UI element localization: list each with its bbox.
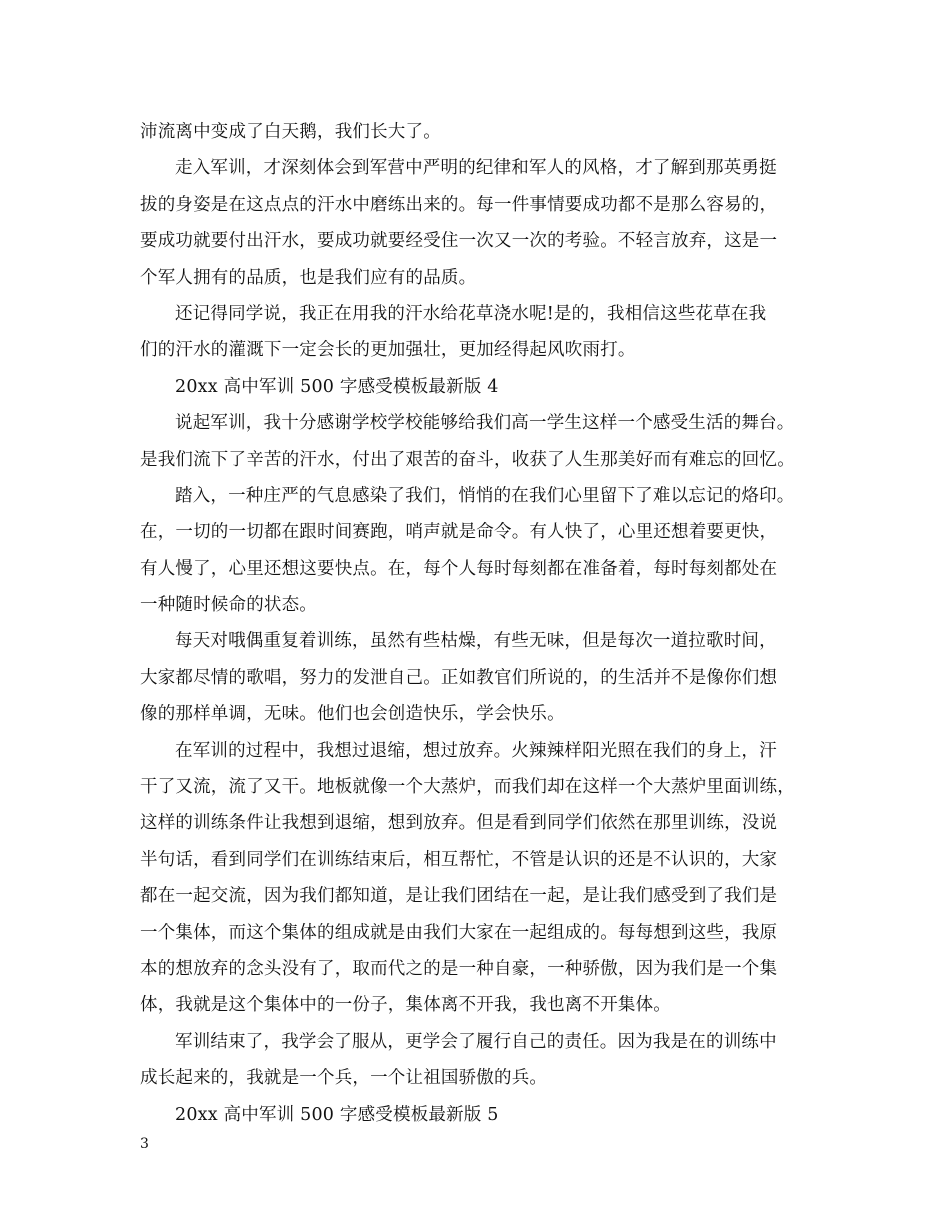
text-line: 每天对哦偶重复着训练，虽然有些枯燥，有些无味，但是每次一道拉歌时间，	[175, 631, 777, 652]
text-line: 有人慢了，心里还想这要快点。在，每个人每时每刻都在准备着，每时每刻都处在	[140, 558, 778, 579]
text-line: 一种随时候命的状态。	[140, 595, 317, 616]
text-line: 这样的训练条件让我想到退缩，想到放弃。但是看到同学们依然在那里训练，没说	[140, 813, 778, 834]
text-line: 都在一起交流，因为我们都知道，是让我们团结在一起，是让我们感受到了我们是	[140, 886, 778, 907]
text-line: 大家都尽情的歌唱，努力的发泄自己。正如教官们所说的，的生活并不是像你们想	[140, 667, 778, 688]
text-line: 说起军训，我十分感谢学校学校能够给我们高一学生这样一个感受生活的舞台。	[175, 413, 795, 434]
text-line: 在，一切的一切都在跟时间赛跑，哨声就是命令。有人快了，心里还想着要更快，	[140, 522, 778, 543]
text-line: 拔的身姿是在这点点的汗水中磨练出来的。每一件事情要成功都不是那么容易的，	[140, 194, 778, 215]
text-line: 20xx 高中军训 500 字感受模板最新版 4	[175, 376, 499, 397]
text-line: 踏入，一种庄严的气息感染了我们，悄悄的在我们心里留下了难以忘记的烙印。	[175, 485, 795, 506]
text-line: 个军人拥有的品质，也是我们应有的品质。	[140, 267, 477, 288]
text-line: 体，我就是这个集体中的一份子，集体离不开我，我也离不开集体。	[140, 995, 671, 1016]
text-line: 还记得同学说，我正在用我的汗水给花草浇水呢!是的，我相信这些花草在我	[175, 303, 767, 324]
text-line: 军训结束了，我学会了服从，更学会了履行自己的责任。因为我是在的训练中	[175, 1031, 777, 1052]
text-line: 干了又流，流了又干。地板就像一个大蒸炉，而我们却在这样一个大蒸炉里面训练，	[140, 777, 795, 798]
text-line: 20xx 高中军训 500 字感受模板最新版 5	[175, 1104, 499, 1125]
text-line: 半句话，看到同学们在训练结束后，相互帮忙，不管是认识的还是不认识的，大家	[140, 849, 778, 870]
text-line: 走入军训，才深刻体会到军营中严明的纪律和军人的风格，才了解到那英勇挺	[175, 158, 777, 179]
text-line: 在军训的过程中，我想过退缩，想过放弃。火辣辣样阳光照在我们的身上，汗	[175, 740, 777, 761]
text-line: 成长起来的，我就是一个兵，一个让祖国骄傲的兵。	[140, 1068, 548, 1089]
text-line: 们的汗水的灌溉下一定会长的更加强壮，更加经得起风吹雨打。	[140, 340, 636, 361]
text-line: 本的想放弃的念头没有了，取而代之的是一种自豪，一种骄傲，因为我们是一个集	[140, 958, 778, 979]
document-body	[140, 114, 830, 1133]
text-line: 是我们流下了辛苦的汗水，付出了艰苦的奋斗，收获了人生那美好而有难忘的回忆。	[140, 449, 795, 470]
text-line: 像的那样单调，无味。他们也会创造快乐，学会快乐。	[140, 704, 565, 725]
page-number: 3	[140, 1136, 149, 1152]
text-line: 一个集体，而这个集体的组成就是由我们大家在一起组成的。每每想到这些，我原	[140, 922, 778, 943]
text-line: 要成功就要付出汗水，要成功就要经受住一次又一次的考验。不轻言放弃，这是一	[140, 231, 778, 252]
text-line: 沛流离中变成了白天鹅，我们长大了。	[140, 122, 441, 142]
